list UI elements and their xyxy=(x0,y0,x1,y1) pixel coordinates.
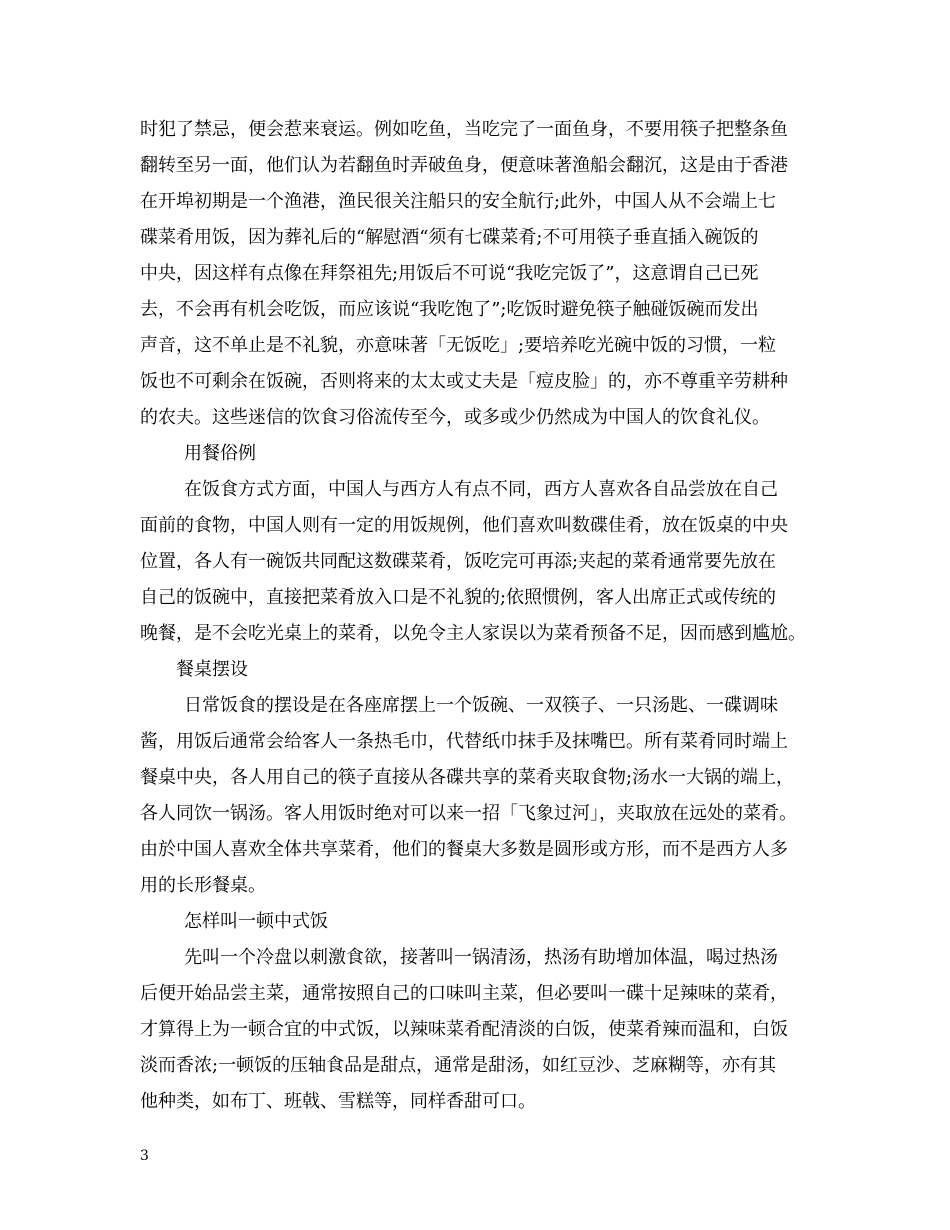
section-heading-dining-customs: 用餐俗例 xyxy=(184,443,256,464)
paragraph-line: 自己的饭碗中，直接把菜肴放入口是不礼貌的;依照惯例，客人出席正式或传统的 xyxy=(140,587,777,608)
paragraph-line: 在开埠初期是一个渔港，渔民很关注船只的安全航行;此外，中国人从不会端上七 xyxy=(140,191,777,212)
paragraph-line: 饭也不可剩余在饭碗，否则将来的太太或丈夫是「痘皮脸」的，亦不尊重辛劳耕种 xyxy=(140,371,788,392)
paragraph-line: 由於中国人喜欢全体共享菜肴，他们的餐桌大多数是圆形或方形，而不是西方人多 xyxy=(140,839,788,860)
paragraph-line: 碟菜肴用饭，因为葬礼后的“解慰酒“须有七碟菜肴;不可用筷子垂直插入碗饭的 xyxy=(140,227,759,248)
paragraph-line: 晚餐，是不会吃光桌上的菜肴，以免令主人家误以为菜肴预备不足，因而感到尴尬。 xyxy=(140,623,806,644)
paragraph-line: 在饭食方式方面，中国人与西方人有点不同，西方人喜欢各自品尝放在自己 xyxy=(184,479,778,500)
paragraph-line: 先叫一个冷盘以刺激食欲，接著叫一锅清汤，热汤有助增加体温，喝过热汤 xyxy=(184,947,778,968)
paragraph-line: 用的长形餐桌。 xyxy=(140,875,266,896)
paragraph-line: 声音，这不单止是不礼貌，亦意味著「无饭吃」;要培养吃光碗中饭的习惯，一粒 xyxy=(140,335,777,356)
paragraph-line: 的农夫。这些迷信的饮食习俗流传至今，或多或少仍然成为中国人的饮食礼仪。 xyxy=(140,407,770,428)
paragraph-line: 餐桌中央，各人用自己的筷子直接从各碟共享的菜肴夹取食物;汤水一大锅的端上， xyxy=(140,767,795,788)
paragraph-line: 淡而香浓;一顿饭的压轴食品是甜点，通常是甜汤，如红豆沙、芝麻糊等，亦有其 xyxy=(140,1055,777,1076)
section-heading-ordering-meal: 怎样叫一顿中式饭 xyxy=(184,911,328,932)
section-heading-table-setting: 餐桌摆设 xyxy=(176,659,248,680)
paragraph-line: 位置，各人有一碗饭共同配这数碟菜肴，饭吃完可再添;夹起的菜肴通常要先放在 xyxy=(140,551,777,572)
paragraph-line: 酱，用饭后通常会给客人一条热毛巾，代替纸巾抹手及抹嘴巴。所有菜肴同时端上 xyxy=(140,731,788,752)
paragraph-line: 他种类，如布丁、班戟、雪糕等，同样香甜可口。 xyxy=(140,1091,536,1112)
paragraph-line: 面前的食物，中国人则有一定的用饭规例，他们喜欢叫数碟佳肴，放在饭桌的中央 xyxy=(140,515,788,536)
paragraph-line: 去，不会再有机会吃饭，而应该说“我吃饱了”;吃饭时避免筷子触碰饭碗而发出 xyxy=(140,299,759,320)
paragraph-line: 各人同饮一锅汤。客人用饭时绝对可以来一招「飞象过河」，夹取放在远处的菜肴。 xyxy=(140,803,797,824)
paragraph-line: 翻转至另一面，他们认为若翻鱼时弄破鱼身，便意味著渔船会翻沉，这是由于香港 xyxy=(140,155,788,176)
paragraph-line: 时犯了禁忌，便会惹来衰运。例如吃鱼，当吃完了一面鱼身，不要用筷子把整条鱼 xyxy=(140,119,788,140)
paragraph-line: 才算得上为一顿合宜的中式饭，以辣味菜肴配清淡的白饭，使菜肴辣而温和，白饭 xyxy=(140,1019,788,1040)
paragraph-line: 后便开始品尝主菜，通常按照自己的口味叫主菜，但必要叫一碟十足辣味的菜肴， xyxy=(140,983,788,1004)
document-body xyxy=(140,112,812,1120)
paragraph-line: 日常饭食的摆设是在各座席摆上一个饭碗、一双筷子、一只汤匙、一碟调味 xyxy=(184,695,778,716)
page-number: 3 xyxy=(140,1148,149,1164)
paragraph-line: 中央，因这样有点像在拜祭祖先;用饭后不可说“我吃完饭了”，这意谓自己已死 xyxy=(140,263,759,284)
